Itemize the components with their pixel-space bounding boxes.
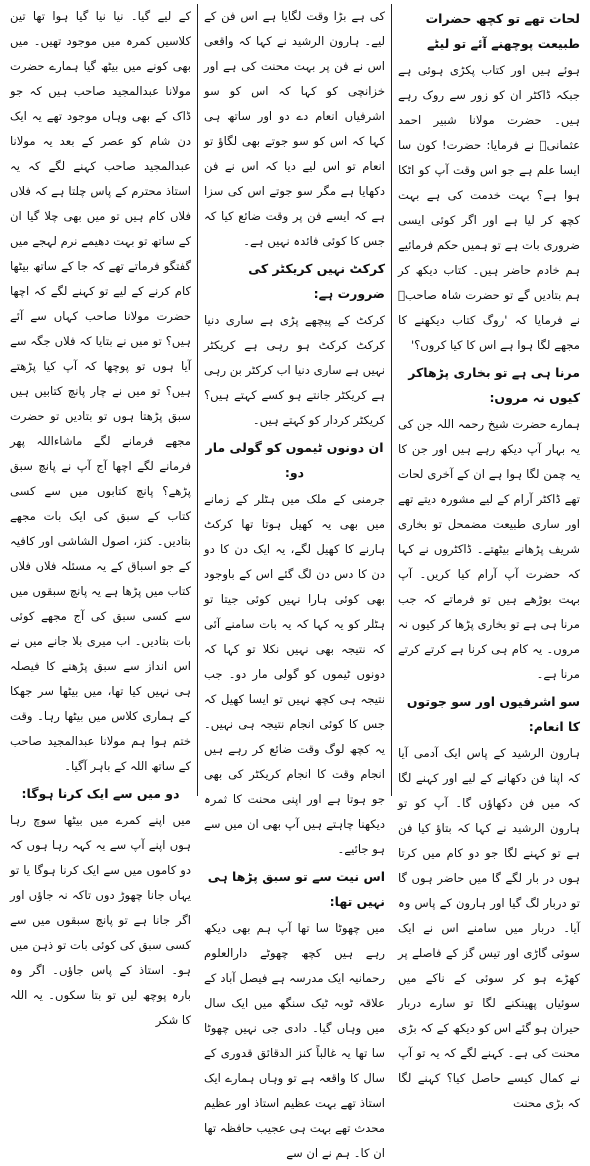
section-heading: کرکٹ نہیں کریکٹر کی ضرورت ہے:: [248, 261, 385, 301]
body-paragraph: ہوئے ہیں اور کتاب پکڑی ہوئی ہے جبکہ ڈاکٹر ان کو زور سے روک رہے ہیں۔ حضرت مولانا شبیر احمد عثمانیؒ نے فرمایا: حضرت! کون سا ایسا علم ہے جو اس وقت آپ کو اٹکا ہوا ہے؟ بہت خدمت کی ہے بہت کچھ کر لیا ہے اور اگر کوئی ایسی ضروری بات ہے تو ہمیں حکم فرمائیے ہم خادم حاضر ہیں۔ کتاب دیکھ کر ہم بتادیں گے تو حضرت شاہ صاحبؒ نے فرمایا کہ 'روگ کتاب دیکھنے کا مجھے لگا ہوا ہے اس کا کیا کروں؟': [398, 63, 580, 352]
body-paragraph: کے لیے گیا۔ نیا نیا گیا ہوا تھا تین کلاسیں کمرہ میں موجود تھیں۔ میں بھی کونے میں بیٹھ گیا ہمارے حضرت مولانا عبدالمجید صاحب ہیں کہ جو ڈاک کے بھی وہاں موجود تھے یہ ایک دن شام کو عصر کے بعد یہ مولانا عبدالمجید صاحب کہنے لگے کہ یہ استاذ محترم کے پاس چلتا ہے کہ فلاں فلاں کام ہیں تو میں بھی چلا گیا ان کے ساتھ تو بہت دھیمے نرم لہجے میں گفتگو فرماتے تھے کہ جا کے ساتھ بیٹھا کام کرنے کے لیے تو کہنے لگے کہ اچھا حضرت مولانا صاحب کہاں سے آئے ہیں؟ تو میں نے بتایا کہ فلاں جگہ سے آیا ہوں تو پوچھا کہ آپ کیا پڑھتے ہیں؟ تو میں نے چار پانچ کتابیں ہیں سبق پڑھتا ہوں تو بتادیں تو حضرت مجھے فرمانے لگے ماشاءاللہ پھر فرمانے لگے اچھا آج آپ نے پانچ سبق پڑھے؟ پانچ کتابوں میں سے کسی کتاب کے سبق کی ایک بات مجھے بتادیں۔ کنز، اصول الشاشی اور کافیہ کے جو اسباق کے یہ مسئلہ فلاں فلاں کتاب میں پڑھا ہے یہ پانچ سبقوں میں سے کسی سبق کی آج مجھے کوئی بات بتادیں۔ اب میری بلا جانے میں نے اس انداز سے سبق پڑھنے کا فیصلہ ہی نہیں کیا تھا، میں بیٹھا سر جھکا کے ہماری کلاس میں بیٹھا رہا۔ وقت ختم ہوا ہم مولانا عبدالمجید صاحب کے ساتھ اللہ کے باہر آگیا۔: [10, 9, 191, 773]
section-heading: مرنا ہی ہے تو بخاری پڑھاکر کیوں نہ مروں:: [408, 365, 580, 405]
section-heading: دو میں سے ایک کرنا ہوگا:: [21, 786, 180, 801]
body-paragraph: میں چھوٹا سا تھا آپ ہم بھی دیکھ رہے ہیں کچھ چھوٹے دارالعلوم رحمانیہ ایک مدرسہ ہے فیصل آباد کے علاقہ ٹوبہ ٹیک سنگھ میں ایک سال میں وہاں گیا۔ دادی جی نہیں چھوٹا سا تھا یہ غالباً کنز الدقائق قدوری کے سال کا واقعہ ہے تو وہاں ہمارے ایک استاذ تھے بہت عظیم استاذ اور عظیم محدث تھے بہت ہی عجیب حافظہ تھا ان کا۔ ہم نے ان سے: [204, 921, 385, 1160]
section-heading: لحات تھے تو کچھ حضرات طبیعت پوچھنے آئے تو لیٹے: [425, 11, 580, 51]
body-paragraph: میں اپنے کمرے میں بیٹھا سوچ رہا ہوں اپنے آپ سے یہ کہہ رہا ہوں کہ دو کاموں میں سے ایک کرنا ہوگا یا تو یہاں جانا چھوڑ دوں تاکہ نہ جاؤں اور اگر جانا ہے تو پانچ سبقوں میں سے کسی سبق کی کوئی بات تو ذہن میں ہو۔ استاذ کے پاس جاؤں۔ اگر وہ بارہ پوچھ لیں تو بتا سکوں۔ یہ اللہ کا شکر: [10, 813, 191, 1027]
section-heading: سو اشرفیوں اور سو جوتوں کا انعام:: [406, 694, 580, 734]
document-page: [4, 4, 586, 1160]
text-column-left: [4, 4, 198, 1027]
body-paragraph: کی ہے بڑا وقت لگایا ہے اس فن کے لیے۔ ہارون الرشید نے کہا کہ واقعی اس نے فن پر بہت محنت کی ہے اور خزانچی کو کہا کہ اس کو سو اشرفیاں انعام دے دو اور ساتھ ہی کہا کہ اس کو سو جوتے بھی لگاؤ تو انعام تو اس لیے دیا کہ اس نے فن دکھایا ہے مگر سو جوتے اس کی سزا ہے کہ ایسے فن پر وقت ضائع کیا کہ جس کا کوئی فائدہ نہیں ہے۔: [204, 9, 385, 248]
body-paragraph: کرکٹ کے پیچھے پڑی ہے ساری دنیا کرکٹ کرکٹ ہو رہی ہے کریکٹر نہیں ہے ساری دنیا اب کرکٹر بن رہی ہے کریکٹر جانتے ہو کسے کہتے ہیں؟ کریکٹر کردار کو کہتے ہیں۔: [204, 313, 385, 427]
body-paragraph: ہمارے حضرت شیخ رحمہ اللہ جن کی یہ بہار آپ دیکھ رہے ہیں اور جن کا یہ چمن لگا ہوا ہے ان کے آخری لحات تھے ڈاکٹر آرام کے لیے مشورہ دیتے تھے اور ساری طبیعت مضمحل تو بخاری شریف پڑھانے بیٹھتے۔ ڈاکٹروں نے کہا کہ حضرت آپ آرام کیا کریں۔ آپ بہت بوڑھے ہیں تو فرماتے کہ جب مرنا ہی ہے تو بخاری پڑھا کر کیوں نہ مروں۔ یہ کام ہی کرنا ہے کرتے کرتے مرنا ہے۔: [398, 417, 580, 681]
section-heading: ان دونوں ٹیموں کو گولی مار دو:: [205, 440, 384, 480]
body-paragraph: جرمنی کے ملک میں ہٹلر کے زمانے میں بھی یہ کھیل ہوتا تھا کرکٹ ہارنے کا کھیل لگے، یہ ایک دن کا دو دن کا دس دن لگ گئے اس کے باوجود بھی کوئی ہارا نہیں کوئی جیتا تو ہٹلر کو یہ کہا کہ یہ بات سامنے آئی کہ نتیجہ بھی نہیں نکلا تو کہا کہ دونوں ٹیموں کو گولی مار دو۔ جب نتیجہ ہی کچھ نہیں تو ایسا کھیل کہ جس کا کوئی انجام نتیجہ ہی نہیں۔ یہ کچھ لوگ وقت ضائع کر رہے ہیں انجام وقت کا انجام کریکٹر کی بھی جو ہوتا ہے اور اپنی محنت کا ثمرہ دیکھنا چاہتے ہیں آپ بھی ان میں سے ہو جائیے۔: [204, 492, 385, 856]
body-paragraph: ہارون الرشید کے پاس ایک آدمی آیا کہ اپنا فن دکھانے کے لیے اور کہنے لگا کہ میں فن دکھاؤں گا۔ آپ کو تو ہارون الرشید نے کہا کہ بتاؤ کیا فن ہے تو کہنے لگا جو دو کام میں کرتا ہوں در بار لگے گا میں حاضر ہوں گا تو دربار لگ گیا اور ہارون کے پاس وہ آیا۔ دربار میں سامنے اس نے ایک سوئی گاڑی اور تیس گز کے فاصلے پر کھڑے ہو کر سوئی کے ناکے میں سوئیاں پھینکنے لگا تو سارے دربار حیران ہو گئے اس کو دیکھ کے کہ بڑی محنت کی ہے۔ کہنے لگے کہ یہ تو آپ نے کمال کیسے حاصل کیا؟ کہنے لگا کہ بڑی محنت: [398, 746, 580, 1110]
text-column-right: [392, 4, 586, 1110]
section-heading: اس نیت سے تو سبق پڑھا ہی نہیں تھا:: [207, 869, 385, 909]
text-column-middle: [198, 4, 392, 1160]
